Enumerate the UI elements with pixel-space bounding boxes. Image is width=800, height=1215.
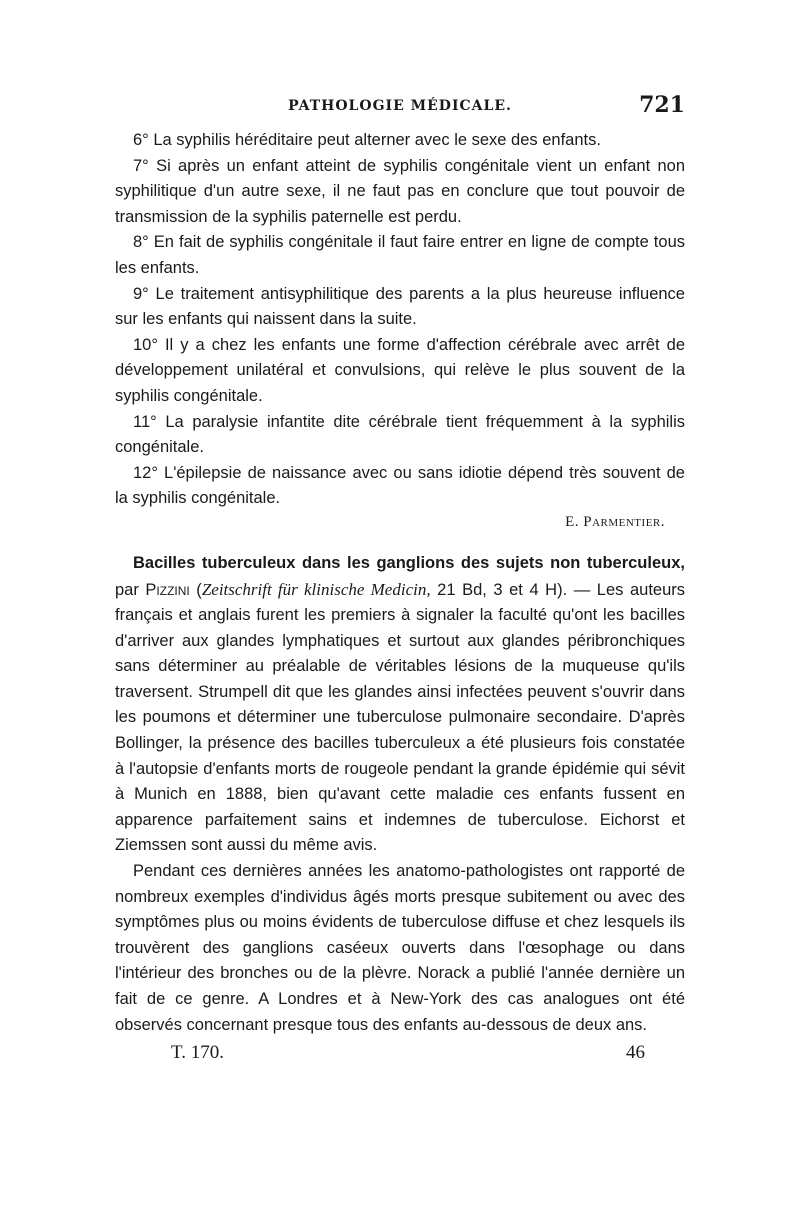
conclusion-10: 10° Il y a chez les enfants une forme d'affection cérébrale avec arrêt de développement unilatéral et convulsions, qui relève le plus souvent de la syphilis congénitale. — [115, 335, 685, 405]
page-number: 721 — [639, 92, 685, 118]
article-source-ref: 21 Bd, 3 et 4 H). — [430, 580, 568, 599]
conclusions-list — [115, 128, 685, 512]
article-by: par — [115, 580, 146, 599]
article-source: Zeitschrift für klinische Medicin, — [201, 579, 431, 599]
conclusion-11: 11° La paralysie infantite dite cérébrale tient fréquemment à la syphilis congénitale. — [115, 412, 685, 457]
article-source-open: ( — [189, 580, 202, 599]
signature-mark: 46 — [626, 1042, 645, 1064]
document-page — [115, 92, 685, 1072]
conclusion-6: 6° La syphilis héréditaire peut alterner avec le sexe des enfants. — [133, 131, 601, 149]
running-title: PATHOLOGIE MÉDICALE. — [288, 98, 512, 114]
article-title: Bacilles tuberculeux dans les ganglions des sujets non tuberculeux, — [133, 553, 685, 572]
page-footer — [115, 1042, 685, 1072]
volume-mark: T. 170. — [171, 1042, 224, 1064]
article-body-1: — Les auteurs français et anglais furent les premiers à signaler la faculté qu'ont les bacilles d'arriver aux glandes lymphatiques et surtout aux glandes péribronchiques sans déterminer au préalable de véritables lésions de la muqueuse qu'ils traversent. Strumpell dit que les glandes ainsi infectées peuvent s'ouvrir dans les poumons et déterminer une tuberculose pulmonaire secondaire. D'après Bollinger, la présence des bacilles tuberculeux a été plusieurs fois constatée à l'autopsie d'enfants morts de rougeole pendant la grande épidémie qui sévit à Munich en 1888, bien qu'avant cette maladie ces enfants fussent en apparence parfaitement sains et indemnes de tuberculose. Eichorst et Ziemssen sont aussi du même avis. — [115, 580, 686, 855]
author-signature: E. Parmentier. — [565, 513, 665, 530]
conclusion-7: 7° Si après un enfant atteint de syphilis congénitale vient un enfant non syphilitique d'un autre sexe, il ne faut pas en conclure que tout pouvoir de transmission de la syphilis paternelle est perdu. — [115, 156, 685, 226]
running-head — [115, 92, 685, 128]
conclusion-12: 12° L'épilepsie de naissance avec ou sans idiotie dépend très souvent de la syphilis congénitale. — [115, 463, 685, 508]
conclusion-9: 9° Le traitement antisyphilitique des parents a la plus heureuse influence sur les enfants qui naissent dans la suite. — [115, 284, 685, 329]
conclusion-8: 8° En fait de syphilis congénitale il faut faire entrer en ligne de compte tous les enfants. — [115, 233, 685, 277]
article-paragraph-1 — [115, 551, 685, 859]
article-author: Pizzini — [145, 580, 190, 599]
article-section — [115, 551, 685, 1038]
article-paragraph-2: Pendant ces dernières années les anatomo-pathologistes ont rapporté de nombreux exemples d'individus âgés morts presque subitement ou avec des symptômes plus ou moins évidents de tuberculose diffuse et chez lesquels ils trouvèrent des ganglions caséeux ouverts dans l'œsophage ou dans l'intérieur des bronches ou de la plèvre. Norack a publié l'année dernière un fait de ce genre. A Londres et à New-York des cas analogues ont été observés concernant presque tous des enfants au-dessous de deux ans. — [115, 862, 685, 1034]
